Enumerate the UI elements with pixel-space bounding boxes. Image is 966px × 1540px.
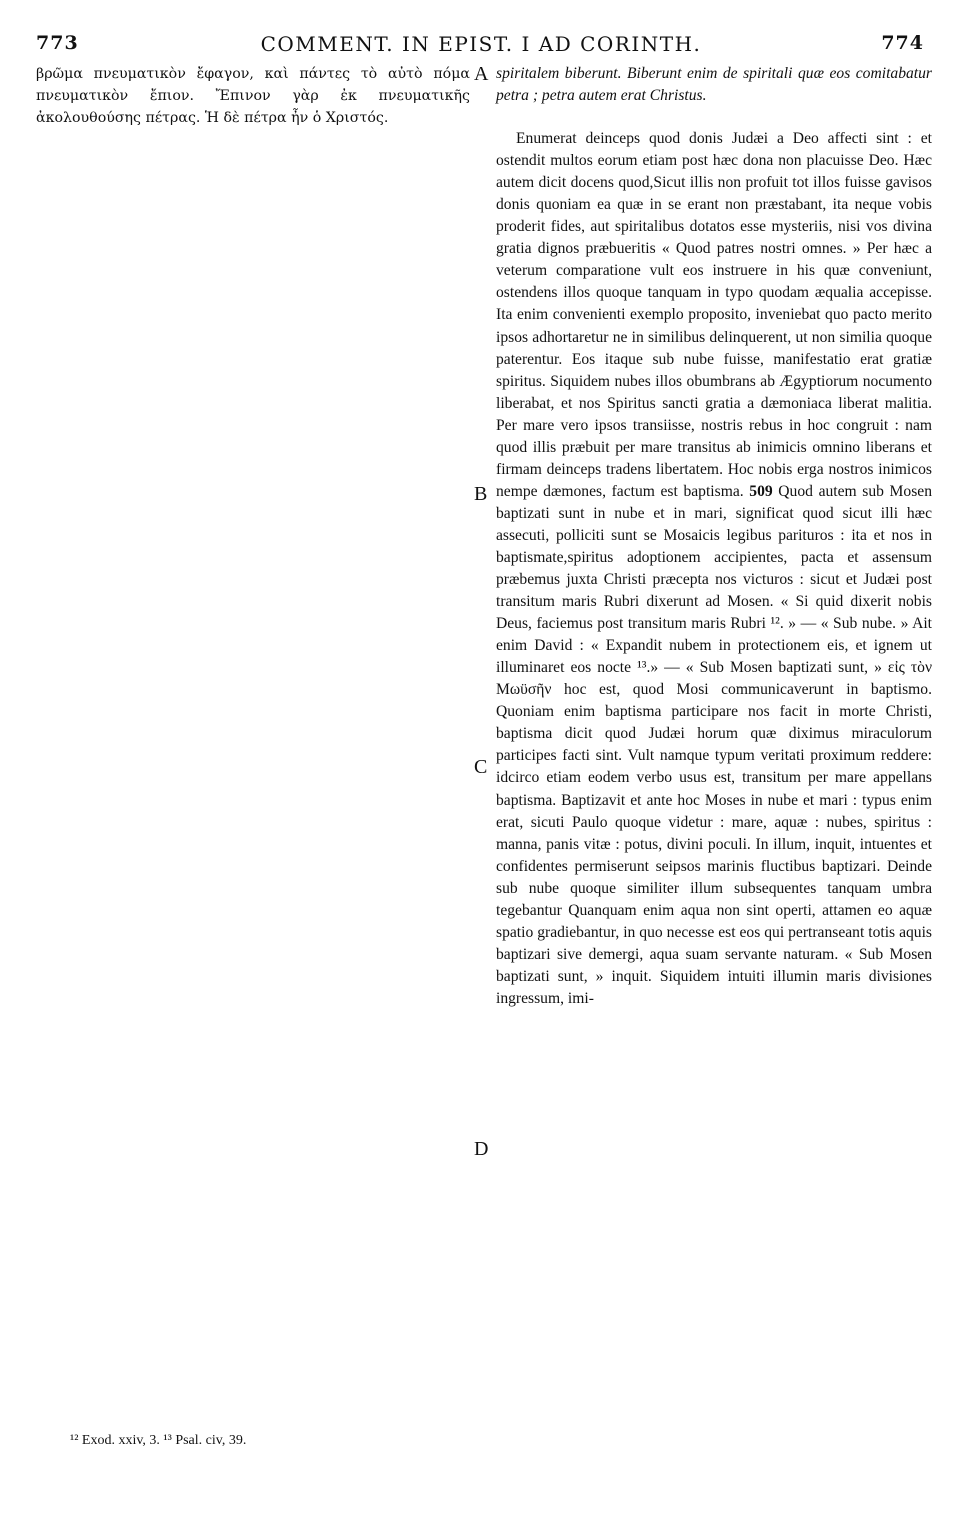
greek-column xyxy=(36,63,470,129)
latin-intro: spiritalem biberunt. Biberunt enim de spiritali quæ eos comitabatur petra ; petra autem erat Christus. xyxy=(496,65,932,105)
margin-letter-b: B xyxy=(474,483,488,505)
margin-letter-d: D xyxy=(474,1138,489,1160)
latin-body-text: Enumerat deinceps quod donis Judæi a Deo affecti sint : et ostendit multos eorum etiam post hæc dona non placuisse Deo. Hæc autem dicit docens quod,Sicut illis non profuit tot illos fuisse gavisos donis quoniam ea quæ in se erant non præstabant, ita neque vobis proderit fides, aut spiritalibus dotatos esse mysteriis, nisi vos divina gratia dignos præbueritis « Quod patres nostri omnes. » Per hæc a veterum comparatione vult eos instruere in his quæ conveniunt, ostendens illos quoque tanquam in typo quodam æqualia accepisse. Ita enim convenienti exemplo proposito, inveniebat quo pacto merito ipsos adhortaretur ne in similibus delinquerent, ut non similia quoque paterentur. Eos itaque sub nube fuisse, manifestatio erat gratiæ spiritus. Siquidem nubes illos obumbrans ab Ægyptiorum nocumento liberabat, et nos Spiritus sancti gratia a dæmoniaca liberat malitia. Per mare vero ipsos transiisse, nostris rebus in hoc congruit : nam quod illis præbuit per mare transitus ab inimicis omnino liberans et firmam deinceps tradens libertatem. Hoc nobis erga nostros inimicos nempe dæmones, factum est baptisma. xyxy=(496,130,932,500)
latin-body xyxy=(496,128,932,1010)
left-page-number: 773 xyxy=(36,32,79,54)
latin-column xyxy=(496,63,932,1010)
right-page-number: 774 xyxy=(881,32,924,54)
running-title: COMMENT. IN EPIST. I AD CORINTH. xyxy=(260,32,702,56)
greek-text: βρῶμα πνευματικὸν ἔφαγον, καὶ πάντες τὸ αὐτὸ πόμα πνευματικὸν ἔπιον. Ἔπινον γὰρ ἐκ πνευματικῆς ἀκολουθούσης πέτρας. Ἡ δὲ πέτρα ἦν ὁ Χριστός. xyxy=(36,66,470,127)
footnote: ¹² Exod. xxiv, 3. ¹³ Psal. civ, 39. xyxy=(70,1433,247,1448)
latin-body-text-2: Quod autem sub Mosen baptizati sunt in nube et in mari, significat quod sicut illi hæc assecuti, polliciti sunt se Mosaicis legibus parituros : ita et nos in baptismate,spiritus adoptionem accipientes, pacta et assensum præbemus juxta Christi præcepta nos victuros : sicut et Judæi post transitum maris Rubri dixerunt ad Mosen. « Si quid dixerit nobis Deus, faciemus post transitum maris Rubri ¹². » — « Sub nube. » Ait enim David : « Expandit nubem in protectionem eis, et ignem ut illuminaret eos nocte ¹³.» — « Sub Mosen baptizati sunt, » εἰς τὸν Μωϋσῆν hoc est, quod Mosi communicaverunt in baptismo. Quoniam enim baptisma participare nos facit in morte Christi, baptisma dicit quod Judæi horum quæ diximus miraculorum participes facti sint. Vult namque typum veritati proximum reddere: idcirco etiam eodem verbo usus est, transitum per mare appellans baptisma. Baptizavit et ante hoc Moses in nube et mari : typus enim erat, sicuti Paulo quoque videtur : mare, aquæ : nubes, spiritus : manna, panis vitæ : potus, divini poculi. In illum, inquit, intuentes et confidentes permiserunt seipsos marinis fluctibus baptizari. Deinde sub nube quoque similiter illum subsequentes tanquam umbra tegebantur Quanquam enim aqua non sint operti, attamen eo aquæ spatio gradiebantur, in quo necesse est eos qui pertranseant totis aquis baptizari sive demergi, aqua suam servante naturam. « Sub Mosen baptizati sunt, » inquit. Siquidem intuiti illumin maris divisiones ingressum, imi- xyxy=(496,482,933,1007)
margin-letter-a: A xyxy=(474,63,489,85)
page-header xyxy=(26,24,936,64)
column-marker-509: 509 xyxy=(749,482,773,500)
margin-letter-c: C xyxy=(474,756,488,778)
